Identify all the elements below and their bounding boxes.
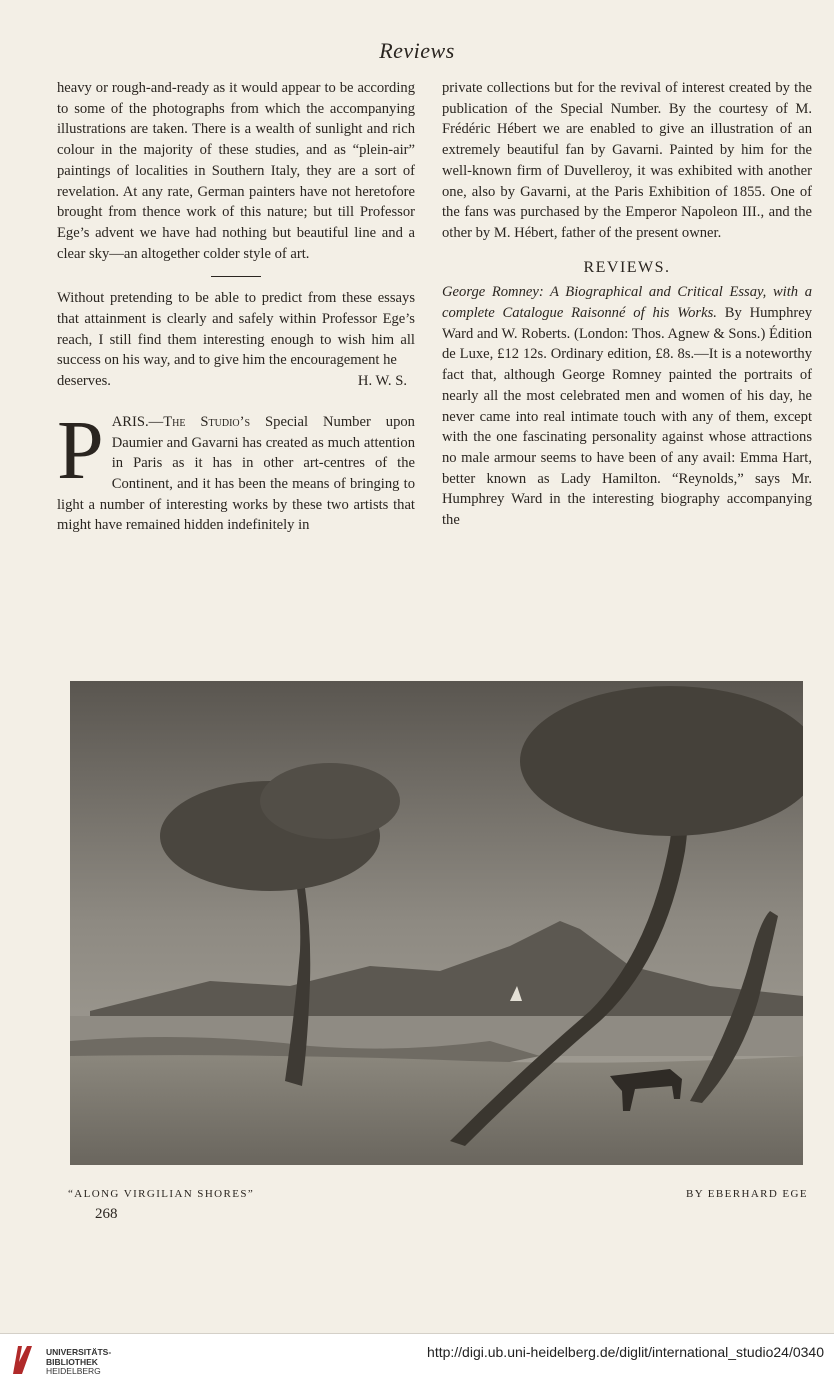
running-header: Reviews (379, 38, 455, 63)
left-paragraph-2-text: Without pretending to be able to predict from these essays that attainment is clearly and safely within Professor Ege’s reach, I still find them interesting enough to wish him all success on his way, and to give him the encouragement he (57, 290, 415, 369)
ground (70, 1055, 803, 1165)
plate-caption-credit: BY EBERHARD EGE (685, 1188, 808, 1200)
drop-cap: P (57, 403, 104, 497)
section-heading: REVIEWS. (583, 258, 671, 276)
source-url-link[interactable]: http://digi.ub.uni-heidelberg.de/diglit/international_studio24/0340 (427, 1344, 824, 1360)
review-title: George Romney: A Biographical and Critical Essay, with a complete Catalogue Raisonné of his Works. (442, 284, 812, 322)
review-text: By Humphrey Ward and W. Roberts. (London: Thos. Agnew & Sons.) Édition de Luxe, £12 12s. Ordinary edition, £8. 8s.—It is a noteworthy fact that, although George Romney painted the portraits of nearly all the most celebrated men and women of his day, he never came into real intimate touch with any of them, except with the one fascinating personality against whose attractions no male armour seems to have been of any avail: Emma Hart, better known as Lady Hamilton. “Reynolds,” says Mr. Humphrey Ward in the interesting biography accompanying the (442, 305, 813, 529)
left-paragraph-2 (57, 288, 415, 371)
paragraph-end: deserves. (57, 373, 111, 390)
left-column (57, 78, 415, 536)
footer-bar (0, 1333, 834, 1393)
library-name (46, 1348, 111, 1377)
plate-caption (68, 1188, 808, 1200)
page-number: 268 (95, 1206, 118, 1222)
library-logo-icon (10, 1342, 36, 1378)
paris-lead: ARIS.—The Studio’s (111, 413, 251, 430)
review-paragraph (442, 282, 812, 530)
landscape-illustration (70, 681, 803, 1165)
library-line-1: UNIVERSITÄTS- (46, 1347, 112, 1357)
signature: H. W. S. (357, 373, 407, 390)
landscape-plate (70, 681, 803, 1165)
plate-caption-title: “ALONG VIRGILIAN SHORES” (68, 1188, 255, 1200)
left-paragraph-1: heavy or rough-and-ready as it would appear to be according to some of the photographs from which the accompanying illustrations are taken. There is a wealth of sunlight and rich colour in the majority of these studies, and as “plein-air” paintings of localities in Southern Italy, they are a sort of revelation. At any rate, German painters have not heretofore brought from thence work of this nature; but till Professor Ege’s advent we have had nothing but beautiful line and a clear sky—an altogether colder style of art. (57, 80, 415, 262)
signature-line (57, 371, 415, 392)
right-paragraph-1: private collections but for the revival of interest created by the publication of the Special Number. By the courtesy of M. Frédéric Hébert we are enabled to give an illustration of an extremely beautiful fan by Gavarni. Painted by him for the well-known firm of Duvelleroy, it was exhibited with another one, also by Gavarni, at the Paris Exhibition of 1855. One of the fans was purchased by the Emperor Napoleon III., and the other by M. Hébert, father of the present owner. (442, 80, 812, 241)
library-line-2: BIBLIOTHEK (46, 1356, 98, 1367)
paris-text: Special Number upon Daumier and Gavarni has created as much attention in Paris as it has in other art-centres of the Continent, and it has been the means of bringing to light a number of interesting works by these two artists that might have remained hidden indefinitely in (57, 413, 415, 534)
right-column (442, 78, 812, 531)
paris-paragraph (57, 403, 415, 536)
section-divider (211, 276, 261, 277)
library-line-3: HEIDELBERG (46, 1366, 101, 1377)
left-tree-canopy-top (260, 763, 400, 839)
